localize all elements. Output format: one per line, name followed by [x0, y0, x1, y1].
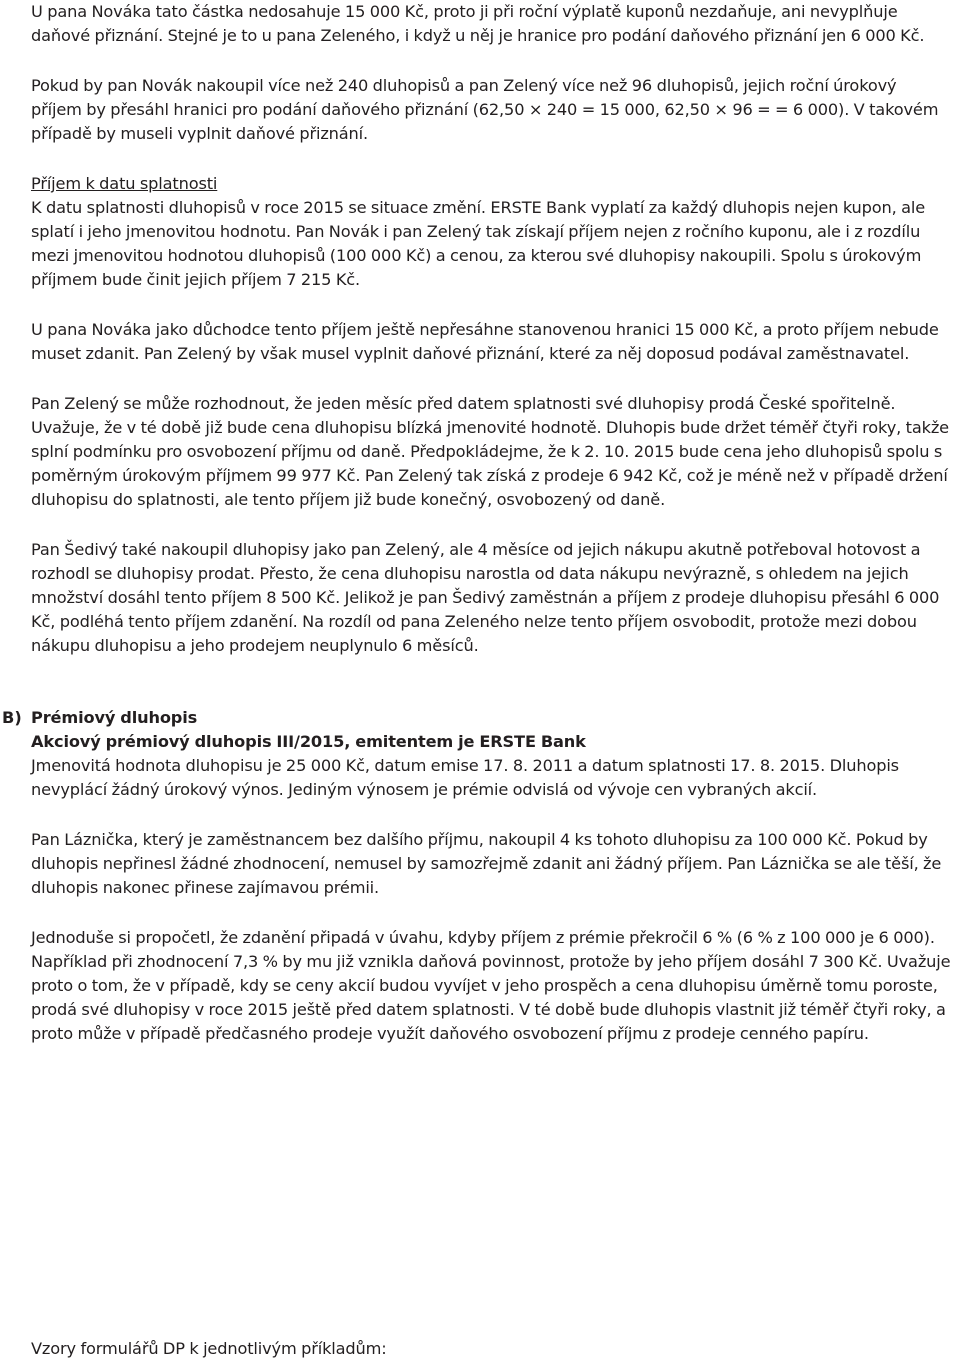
paragraph-income-at-maturity: K datu splatnosti dluhopisů v roce 2015 se situace změní. ERSTE Bank vyplatí za každý dluhopis nejen kupon, ale splatí i jeho jmenovitou hodnotu. Pan Novák i pan Zelený tak získají příjem nejen z ročního kuponu, ale i z rozdílu mezi jmenovitou hodnotou dluhopisů (100 000 Kč) a cenou, za kterou své dluhopisy nakoupili. Spolu s úrokovým příjmem bude činit jejich příjem 7 215 Kč.	[31, 198, 926, 289]
section-premium-bond	[2, 706, 951, 1046]
paragraph-tax-return-condition: Pokud by pan Novák nakoupil více než 240 dluhopisů a pan Zelený více než 96 dluhopisů, jejich roční úrokový příjem by přesáhl hranici pro podání daňového přiznání (62,50 × 240 = 15 000, 62,50 × 96 = = 6 000). V takovém případě by museli vyplnit daňové přiznání.	[31, 76, 939, 143]
paragraph-novak-zeleny-threshold: U pana Nováka tato částka nedosahuje 15 000 Kč, proto ji při roční výplatě kuponů nezdaňuje, ani nevyplňuje daňové přiznání. Stejné je to u pana Zeleného, i když u něj je hranice pro podání daňového přiznání jen 6 000 Kč.	[31, 2, 925, 45]
paragraph-laznicka-purchase: Pan Láznička, který je zaměstnancem bez dalšího příjmu, nakoupil 4 ks tohoto dluhopisu za 100 000 Kč. Pokud by dluhopis nepřinesl žádné zhodnocení, nemusel by samozřejmě zdanit ani žádný příjem. Pan Láznička se ale těší, že dluhopis nakonec přinese zajímavou prémii.	[31, 830, 942, 897]
paragraph-laznicka-calculation: Jednoduše si propočetl, že zdanění připadá v úvahu, kdyby příjem z prémie překročil 6 % (6 % z 100 000 je 6 000). Například při zhodnocení 7,3 % by mu již vznikla daňová povinnost, protože by jeho příjem dosáhl 7 300 Kč. Uvažuje proto o tom, že v případě, kdy se ceny akcií budou vyvíjet v jeho prospěch a cena dluhopisu úměrně tomu poroste, prodá své dluhopisy v roce 2015 ještě před datem splatnosti. V té době bude dluhopis vlastnit již téměř čtyři roky, a proto může v případě předčasného prodeje využít daňového osvobození příjmu z prodeje cenného papíru.	[31, 928, 951, 1043]
section-marker: B)	[2, 708, 22, 727]
section-subtitle: Akciový prémiový dluhopis III/2015, emitentem je ERSTE Bank	[31, 732, 586, 751]
document-page	[2, 0, 951, 1358]
paragraph-bond-intro: Jmenovitá hodnota dluhopisu je 25 000 Kč, datum emise 17. 8. 2011 a datum splatnosti 17. 8. 2015. Dluhopis nevyplácí žádný úrokový výnos. Jediným výnosem je prémie odvislá od vývoje cen vybraných akcií.	[31, 756, 899, 799]
footer-forms-note: Vzory formulářů DP k jednotlivým příkladům:	[31, 1339, 387, 1358]
paragraph-novak-pensioner: U pana Nováka jako důchodce tento příjem ještě nepřesáhne stanovenou hranici 15 000 Kč, a proto příjem nebude muset zdanit. Pan Zelený by však musel vyplnit daňové přiznání, které za něj doposud podával zaměstnavatel.	[31, 320, 939, 363]
heading-income-at-maturity: Příjem k datu splatnosti	[31, 174, 218, 193]
paragraph-zeleny-sale: Pan Zelený se může rozhodnout, že jeden měsíc před datem splatnosti své dluhopisy prodá České spořitelně. Uvažuje, že v té době již bude cena dluhopisu blízká jmenovité hodnotě. Dluhopis bude držet téměř čtyři roky, takže splní podmínku pro osvobození příjmu od daně. Předpokládejme, že k 2. 10. 2015 bude cena jeho dluhopisů spolu s poměrným úrokovým příjmem 99 977 Kč. Pan Zelený tak získá z prodeje 6 942 Kč, což je méně než v případě držení dluhopisu do splatnosti, ale tento příjem již bude konečný, osvobozený od daně.	[31, 394, 949, 509]
section-title: Prémiový dluhopis	[31, 708, 198, 727]
paragraph-sedivy-sale: Pan Šedivý také nakoupil dluhopisy jako pan Zelený, ale 4 měsíce od jejich nákupu akutně potřeboval hotovost a rozhodl se dluhopisy prodat. Přesto, že cena dluhopisu narostla od data nákupu nevýrazně, s ohledem na jejich množství dosáhl tento příjem 8 500 Kč. Jelikož je pan Šedivý zaměstnán a příjem z prodeje dluhopisu přesáhl 6 000 Kč, podléhá tento příjem zdanění. Na rozdíl od pana Zeleného nelze tento příjem osvobodit, protože mezi dobou nákupu dluhopisu a jeho prodejem neuplynulo 6 měsíců.	[31, 540, 940, 655]
